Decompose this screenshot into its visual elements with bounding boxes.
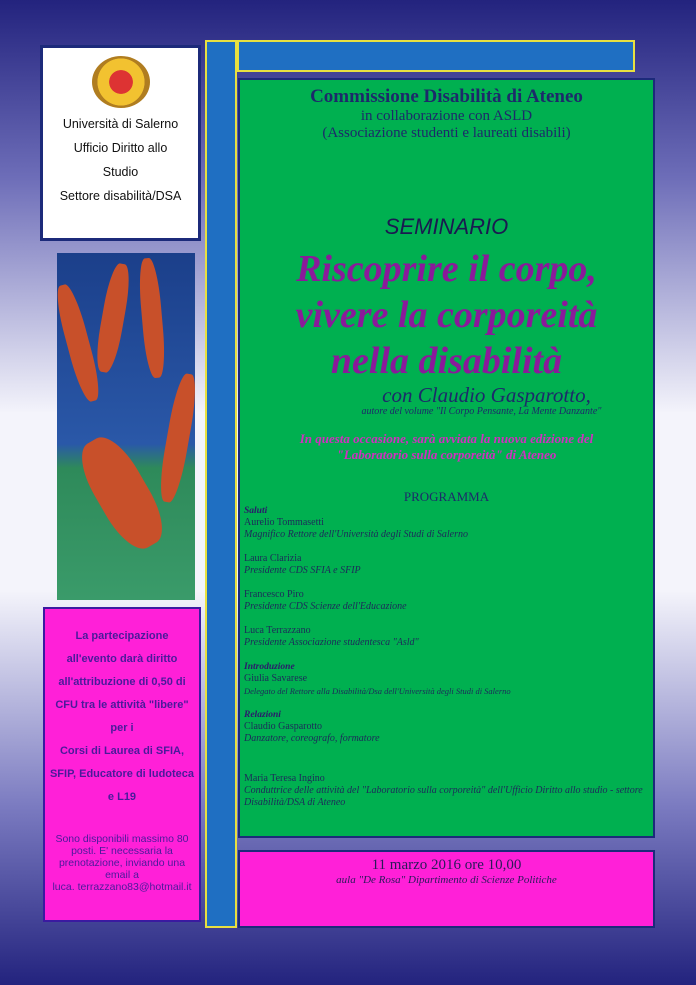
decorative-vertical-bar — [205, 40, 237, 928]
speaker-role: Conduttrice delle attività del "Laboratorio sulla corporeità" dell'Ufficio Diritto allo studio - settore Disabilità/DSA di Ateneo — [244, 785, 643, 808]
logo-line: Ufficio Diritto allo — [73, 141, 168, 155]
collaboration-line: in collaborazione con ASLD — [360, 108, 533, 124]
speaker-name: Claudio Gasparotto — [244, 721, 323, 732]
speaker-name: Laura Clarizia — [244, 553, 302, 564]
info-line: CFU tra le attività "libere" — [55, 699, 189, 711]
logo-line: Settore disabilità/DSA — [59, 189, 182, 203]
title-line: vivere la corporeità — [295, 294, 598, 336]
speaker-role: Danzatore, coreografo, formatore — [244, 733, 380, 744]
speaker-name: Aurelio Tommasetti — [244, 517, 324, 528]
booking-email: luca. terrazzano83@hotmail.it — [52, 881, 192, 893]
title-line: nella disabilità — [330, 340, 563, 382]
speaker-name: Francesco Piro — [244, 589, 304, 600]
speaker-role: Delegato del Rettore alla Disabilità/Dsa dell'Università degli Studi di Salerno — [244, 686, 511, 696]
info-line: La partecipazione — [75, 630, 169, 642]
asld-line: (Associazione studenti e laureati disabili) — [322, 125, 571, 141]
main-content-panel — [238, 78, 655, 838]
speaker-role: Presidente CDS SFIA e SFIP — [244, 565, 361, 576]
programme-section: Saluti — [244, 506, 268, 516]
credits-info-box — [43, 607, 201, 922]
programme-list — [240, 505, 653, 809]
event-place: aula "De Rosa" Dipartimento di Scienze Politiche — [336, 874, 557, 886]
occasion-line: In questa occasione, sarà avviata la nuova edizione del — [299, 431, 594, 446]
logo-line: Università di Salerno — [62, 117, 179, 131]
info-line: Corsi di Laurea di SFIA, — [59, 745, 185, 757]
booking-text: Sono disponibili massimo 80 posti. E' necessaria la prenotazione, inviando una email a — [55, 833, 189, 881]
speaker-role: Presidente CDS Scienze dell'Educazione — [244, 601, 407, 612]
speaker-role: Presidente Associazione studentesca "Asld" — [244, 637, 419, 648]
event-date: 11 marzo 2016 ore 10,00 — [371, 857, 522, 873]
info-line: SFIP, Educatore di ludoteca — [49, 768, 195, 780]
seminar-label: SEMINARIO — [384, 214, 509, 239]
organizer-title: Commissione Disabilità di Ateneo — [310, 86, 583, 107]
university-logo-box — [40, 45, 201, 241]
info-line: per i — [110, 722, 134, 734]
title-line: Riscoprire il corpo, — [296, 248, 597, 290]
dance-painting-image — [57, 253, 195, 600]
programme-title: PROGRAMMA — [403, 489, 490, 504]
decorative-top-bar — [237, 40, 635, 72]
programme-section: Introduzione — [244, 662, 295, 672]
occasion-text — [240, 431, 653, 463]
speaker-role: Magnifico Rettore dell'Università degli Studi di Salerno — [244, 529, 468, 540]
info-line: all'evento darà diritto — [66, 653, 178, 665]
speaker-name: Luca Terrazzano — [244, 625, 311, 636]
logo-line: Studio — [102, 165, 139, 179]
speaker-line: con Claudio Gasparotto, — [382, 383, 591, 407]
info-line: e L19 — [107, 791, 137, 803]
info-line: all'attribuzione di 0,50 di — [58, 676, 186, 688]
speaker-name: Maria Teresa Ingino — [244, 773, 325, 784]
university-seal-logo — [92, 56, 150, 108]
occasion-line: "Laboratorio sulla corporeità" di Ateneo — [336, 447, 557, 462]
speaker-name: Giulia Savarese — [244, 673, 308, 684]
seminar-title — [240, 246, 653, 384]
author-line: autore del volume "Il Corpo Pensante, La Mente Danzante" — [361, 406, 602, 417]
programme-section: Relazioni — [244, 710, 281, 720]
event-details-box — [238, 850, 655, 928]
